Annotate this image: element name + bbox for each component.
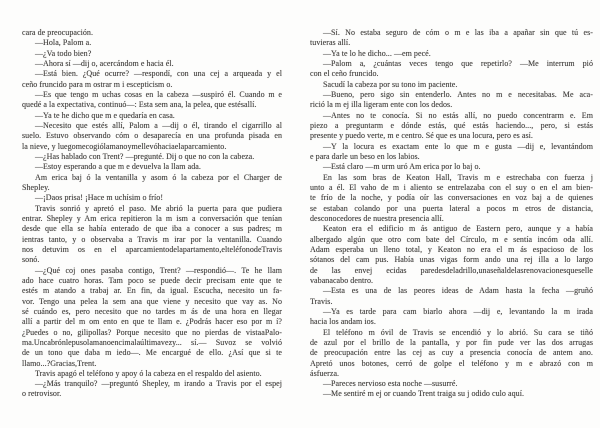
text-line: sótanos del cam pus. Había unas vigas form ando una rej illa a lo largo: [310, 255, 593, 265]
text-line: rició la m ej illa ligeram ente con los dedos.: [310, 100, 453, 110]
text-line: —Necesito que estés allí, Palom a —dij o él, tirando el cigarrillo al: [35, 120, 282, 130]
text-line: Adam esperaba un lleno total, y Keaton no era el m ás espacioso de los: [310, 244, 593, 254]
text-line: —¿Más tranquilo? —preguntó Shepley, m irando a Travis por el espej: [35, 379, 282, 389]
text-line: —¿Qué coj ones pasaba contigo, Trent? —respondió—. Te he llam: [35, 265, 282, 275]
text-line: —Pareces nervioso esta noche —susurré.: [323, 379, 458, 389]
text-line: allí a partir del m om ento en que te llam e. ¿Podrás hacer eso por m í?: [22, 317, 282, 327]
text-line: ma.Uncabrónlepusolamanoencimalaúltimavezy... sí.— Suvoz se volvió: [22, 337, 282, 347]
text-line: Travis sonrió y apretó el paso. Me abrió la puerta para que pudiera: [35, 203, 282, 213]
text-line: albergado algún que otro com bate del Círculo, m e sentía incóm oda allí.: [310, 234, 593, 244]
text-line: presente y puedo verte, m e centro. Sé que es una locura, pero es así.: [310, 131, 533, 141]
text-line: —Esta es una de las peores ideas de Adam hasta la fecha —gruñó: [323, 286, 593, 296]
text-line: —Ya te lo he dicho... —em pecé.: [323, 48, 431, 58]
text-line: Travis apagó el teléfono y apoy ó la cabeza en el respaldo del asiento.: [35, 368, 262, 378]
text-line: —Ya te he dicho que m e quedaría en casa.: [35, 110, 175, 120]
text-line: —Hola, Palom a.: [35, 38, 92, 48]
text-line: El teléfono m óvil de Travis se encendió y lo abrió. Su cara se tiñó: [323, 327, 593, 337]
text-line: de preocupación entre las cej as cuy a presencia conocía de antem ano.: [310, 348, 593, 358]
text-line: —Ya es tarde para cam biarlo ahora —dij e, levantando la m irada: [323, 306, 593, 316]
text-line: de las envej ecidas paredesdeladrillo,unaseñaldelasrenovacionesqueselle: [310, 265, 593, 275]
text-line: desde que ella se había enterado de que iba a conocer a sus padres; m: [22, 224, 282, 234]
text-line: sé cuándo es, pero necesito que no tardes m ás de una hora en llegar: [22, 306, 282, 316]
text-line: nos detuvim os en el aparcamientodelapartamento,elteléfonodeTravis: [22, 244, 282, 254]
text-line: —Y la locura es exactam ente lo que m e gusta —dij e, levantándom: [323, 141, 593, 151]
text-line: llamo...?Gracias,Trent.: [22, 358, 97, 368]
text-line: ceño fruncido para m ostrar m i escepticism o.: [22, 79, 173, 89]
text-line: ásfuerza.: [310, 368, 340, 378]
text-line: ientras tanto, y o observaba a Travis m irar por la ventanilla. Cuando: [22, 234, 282, 244]
text-line: —Está bien. ¿Qué ocurre? —respondí, con una cej a arqueada y el: [35, 69, 282, 79]
text-line: —Es que tengo m uchas cosas en la cabeza —suspiró él. Cuando m e: [35, 89, 282, 99]
text-line: vabanacabo dentro.: [310, 275, 374, 285]
text-line: Keaton era el edificio m ás antiguo de Eastern pero, aunque y a había: [323, 224, 593, 234]
text-line: —Bueno, pero sigo sin entenderlo. Antes no m e necesitabas. Me aca-: [323, 89, 593, 99]
text-line: e para darle un beso en los labios.: [310, 151, 420, 161]
text-line: ado hace cuatro horas. Tam poco se puede decir precisam ente que te: [22, 275, 282, 285]
text-line: estés m atando a trabaj ar. En fin, da igual. Escucha, necesito un fa-: [22, 286, 282, 296]
text-line: —¿Has hablado con Trent? —pregunté. Dij o que no con la cabeza.: [35, 151, 255, 161]
text-line: cara de preocupación.: [22, 28, 94, 37]
text-line: Am erica baj ó la ventanilla y asom ó la cabeza por el Charger de: [35, 172, 282, 182]
text-line: desconocedores de nuestra presencia allí.: [310, 213, 444, 223]
text-line: Shepley.: [22, 182, 50, 192]
text-line: unto a él. El vaho de m i aliento se entrelazaba con el suy o en el am bien-: [310, 182, 593, 192]
text-line: Sacudí la cabeza por su tono im paciente.: [323, 79, 458, 89]
text-line: tuvieras allí.: [310, 38, 351, 48]
text-line: —Está claro —m urm uró Am erica por lo baj o.: [323, 162, 481, 172]
text-line: —Estoy esperando a que m e devuelva la llam ada.: [35, 162, 201, 172]
text-line: —¿Va todo bien?: [35, 48, 92, 58]
text-line: —Me sentiré m ej or cuando Trent traiga su j odido culo aquí.: [323, 389, 525, 399]
text-line: vor. Tengo una pelea la sem ana que viene y necesito que vay as. No: [22, 296, 282, 306]
text-line: hacia los andam ios.: [310, 317, 376, 327]
text-line: se estaban colando por una puerta lateral a pocos m etros de distancia,: [310, 203, 593, 213]
text-line: entrar. Shepley y Am erica repitieron la m ism a conversación que tenían: [22, 213, 282, 223]
text-line: —Antes no te conocía. Si no estás allí, no puedo concentrarm e. Em: [323, 110, 593, 120]
text-line: —Palom a, ¿cuántas veces tengo que repetirlo? —Me interrum pió: [323, 58, 593, 68]
text-line: ¿Puedes o no, gilipollas? Porque necesito que no pierdas de vistaaPalo-: [22, 327, 282, 337]
text-line: —¡Daos prisa! ¡Hace m uchísim o frío!: [35, 193, 164, 203]
text-line: de azul por el brillo de la pantalla, y por fin pude ver las dos arrugas: [310, 337, 593, 347]
text-line: Travis.: [310, 296, 333, 306]
text-column-right: [310, 28, 593, 400]
text-column-left: [22, 28, 282, 400]
text-line: suelo. Estuvo observando cóm o desaparecía en una profunda pisada en: [22, 131, 282, 141]
text-line: Apretó unos botones, cerró de golpe el teléfono y m e abrazó con m: [310, 358, 593, 368]
text-line: —Sí. No estaba seguro de cóm o m e las iba a apañar sin que tú es-: [323, 28, 593, 37]
text-line: o retrovisor.: [22, 389, 62, 399]
text-line: En las som bras de Keaton Hall, Travis m e estrechaba con fuerza j: [323, 172, 593, 182]
text-line: piezo a preguntarm e dónde estás, qué estás haciendo..., pero, si estás: [310, 120, 593, 130]
text-line: —Ahora sí —dij o, acercándom e hacia él.: [35, 58, 174, 68]
text-line: quedé a la expectativa, continuó—: Esta sem ana, la pelea, que estésallí.: [22, 100, 257, 110]
text-line: con el ceño fruncido.: [310, 69, 379, 79]
text-line: te frío de la noche, y podía oír las conversaciones en voz baj a de quienes: [310, 193, 593, 203]
text-line: la nieve, y luegomecogiólamanoymellevóhaciaelaparcamiento.: [22, 141, 227, 151]
text-line: de un tono que daba m iedo—. Me encargué de ello. ¿Así que si te: [22, 348, 282, 358]
text-line: sonó.: [22, 255, 40, 265]
